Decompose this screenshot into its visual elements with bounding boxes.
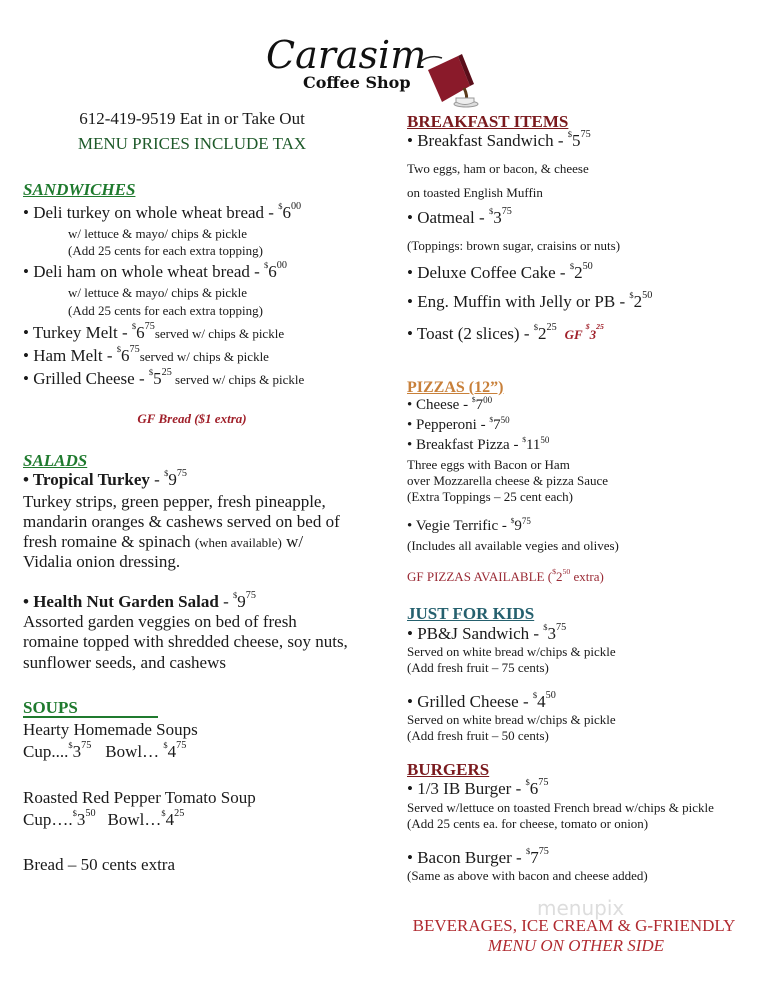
- item-note: Served on white bread w/chips & pickle: [407, 644, 616, 659]
- menu-item: • PB&J Sandwich - $^{\$}3^{75}$: [407, 622, 567, 643]
- menu-item: • Turkey Melt - $^{\$}6^{75}served$ w/ chips & pickle: [23, 321, 285, 342]
- item-description: mandarin oranges & cashews served on bed of: [23, 512, 340, 531]
- bread-note: Bread – 50 cents extra: [23, 855, 175, 874]
- gf-pizza-note: GF PIZZAS AVAILABLE ($^{\$}2^{50}$ extra): [407, 567, 604, 584]
- menu-item: • Grilled Cheese - $^{\$}4^{50}$: [407, 690, 556, 711]
- watermark: menupix: [537, 896, 625, 920]
- item-description: Turkey strips, green pepper, fresh pineapple,: [23, 492, 326, 511]
- item-note: Served w/lettuce on toasted French bread w/chips & pickle: [407, 800, 714, 815]
- price: $^{\$}6^{00}$: [278, 201, 302, 222]
- item-note: Two eggs, ham or bacon, & cheese: [407, 161, 589, 176]
- salads-heading: SALADS: [23, 451, 88, 470]
- menu-item: • Tropical Turkey - $^{\$}9^{75}$: [23, 468, 187, 489]
- menu-item: • Health Nut Garden Salad - $^{\$}9^{75}$: [23, 590, 256, 611]
- item-note: Served on white bread w/chips & pickle: [407, 712, 616, 727]
- item-note: (Add 25 cents for each extra topping): [68, 303, 263, 318]
- gf-bread-note: GF Bread ($1 extra): [137, 411, 247, 426]
- burgers-heading: BURGERS: [407, 760, 490, 779]
- footer-line-2: MENU ON OTHER SIDE: [487, 936, 665, 955]
- breakfast-heading: BREAKFAST ITEMS: [407, 112, 569, 131]
- item-note: (Add 25 cents for each extra topping): [68, 243, 263, 258]
- sandwiches-heading: SANDWICHES: [23, 180, 136, 199]
- menu-item: • Breakfast Sandwich - $^{\$}5^{75}$: [407, 129, 591, 150]
- pizzas-heading: PIZZAS (12”): [407, 379, 504, 396]
- soup-name: Hearty Homemade Soups: [23, 720, 198, 739]
- item-note: (Add fresh fruit – 75 cents): [407, 660, 549, 675]
- menu-item: • Eng. Muffin with Jelly or PB - $^{\$}2^{50}$: [407, 290, 653, 311]
- item-description: romaine topped with shredded cheese, soy nuts,: [23, 632, 348, 651]
- item-note: w/ lettuce & mayo/ chips & pickle: [68, 285, 248, 300]
- soup-prices: $Cup\dots.^{\$}3^{50}$ $Bowl\dots^{\$}4^{25}$: [23, 808, 185, 829]
- coffee-pot-icon: [418, 48, 484, 110]
- item-description: Assorted garden veggies on bed of fresh: [23, 612, 297, 631]
- menu-item: • Oatmeal - $^{\$}3^{75}$: [407, 206, 512, 227]
- item-note: (Extra Toppings – 25 cent each): [407, 489, 573, 504]
- item-note: (Includes all available vegies and olives): [407, 538, 619, 553]
- kids-heading: JUST FOR KIDS: [407, 604, 535, 623]
- menu-item: • 1/3 IB Burger - $^{\$}6^{75}$: [407, 777, 549, 798]
- menu-item: • Deli ham on whole wheat bread - $^{\$}6^{00}$: [23, 260, 287, 281]
- menu-item: • Toast (2 slices) - $^{\$}2^{25}$ GF $^{\$}3^{25}$: [407, 322, 604, 343]
- tax-note: MENU PRICES INCLUDE TAX: [77, 134, 307, 153]
- item-note: Three eggs with Bacon or Ham: [407, 457, 570, 472]
- menu-item: • Bacon Burger - $^{\$}7^{75}$: [407, 846, 549, 867]
- item-note: on toasted English Muffin: [407, 185, 543, 200]
- logo-name: Carasim: [266, 33, 427, 77]
- menu-item: • Deli turkey on whole wheat bread - $^{\$}6^{00}$: [23, 201, 302, 222]
- soups-heading: SOUPS: [23, 699, 158, 718]
- item-note: (Same as above with bacon and cheese added): [407, 868, 648, 883]
- item-description: fresh romaine & spinach (when available) w/: [23, 532, 304, 551]
- item-note: (Toppings: brown sugar, craisins or nuts): [407, 238, 621, 253]
- footer-line-1: BEVERAGES, ICE CREAM & G-FRIENDLY: [412, 916, 736, 935]
- menu-item: • Grilled Cheese - $^{\$}5^{25}$ served w/ chips & pickle: [23, 367, 305, 388]
- item-note: (Add 25 cents ea. for cheese, tomato or onion): [407, 816, 649, 831]
- logo-subtitle: Coffee Shop: [303, 73, 411, 92]
- item-note: w/ lettuce & mayo/ chips & pickle: [68, 226, 248, 241]
- menu-item: • Vegie Terrific - $^{\$}9^{75}$: [407, 516, 531, 534]
- item-note: (Add fresh fruit – 50 cents): [407, 728, 549, 743]
- menu-item: • Deluxe Coffee Cake - $^{\$}2^{50}$: [407, 261, 593, 282]
- menu-item: • Pepperoni - $^{\$}7^{50}$: [407, 415, 510, 433]
- soup-prices: $Cup....^{\$}3^{75}$ Bowl… $^{\$}4^{75}$: [23, 740, 187, 761]
- soup-name: Roasted Red Pepper Tomato Soup: [23, 788, 256, 807]
- item-description: sunflower seeds, and cashews: [23, 653, 226, 672]
- menu-item: • Cheese - $^{\$}7^{00}$: [407, 395, 493, 413]
- item-note: over Mozzarella cheese & pizza Sauce: [407, 473, 609, 488]
- phone-line: 612-419-9519 Eat in or Take Out: [79, 109, 305, 128]
- menu-item: • Breakfast Pizza - $^{\$}11^{50}$: [407, 435, 550, 453]
- menu-item: • Ham Melt - $^{\$}6^{75}served$ w/ chips & pickle: [23, 344, 269, 365]
- item-description: Vidalia onion dressing.: [23, 552, 181, 571]
